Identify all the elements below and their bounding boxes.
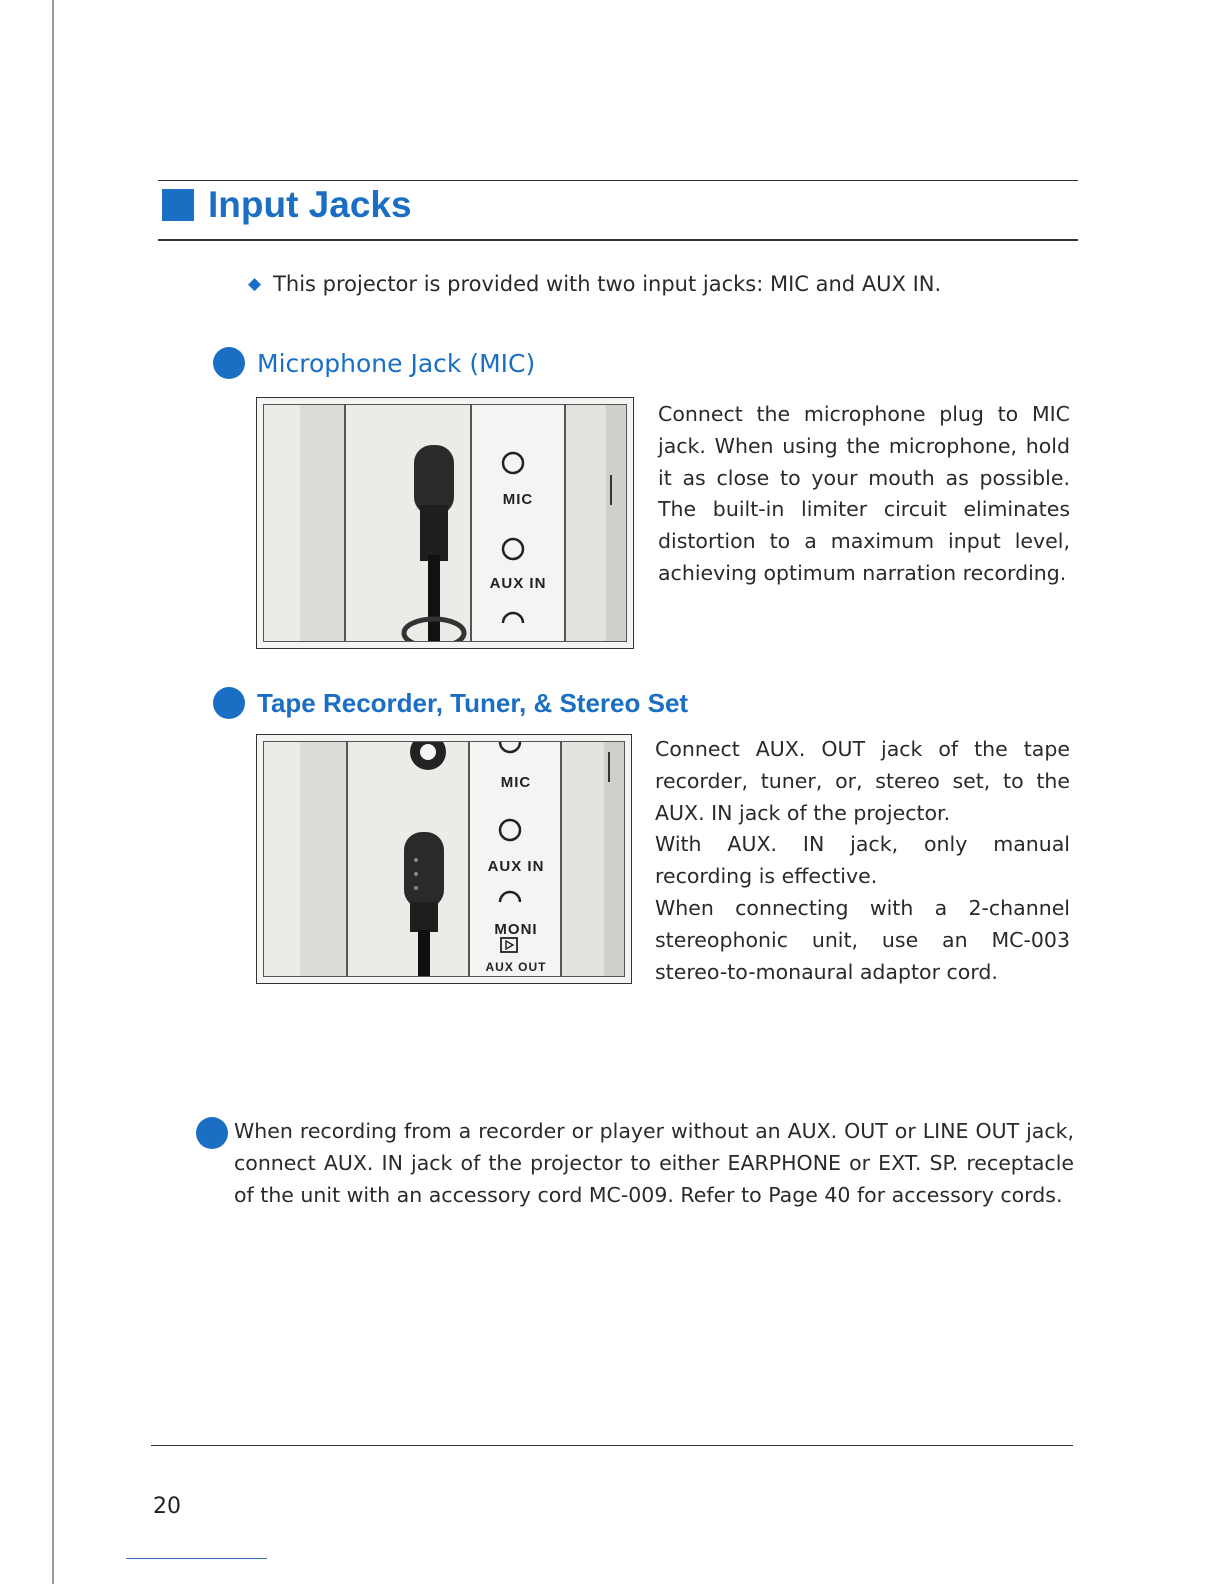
page-number: 20 [153,1494,181,1519]
microphone-jack-photo [256,397,634,649]
paragraph: With AUX. IN jack, only manual recording is effective. [655,832,1070,889]
aux-in-jack-label: AUX IN [489,575,547,592]
aux-input-photo [256,734,632,984]
aux-plug-illustration [264,742,624,976]
paragraph: When connecting with a 2-channel stereophonic unit, use an MC-003 stereo-to-monaural adaptor cord. [655,895,1070,984]
page-binding-edge [52,0,54,1584]
intro-text: This projector is provided with two input jacks: MIC and AUX IN. [273,272,942,296]
bottom-edge-mark [126,1558,267,1559]
microphone-plug-illustration [264,405,626,641]
title-top-rule [158,180,1078,181]
aux-out-jack-label: AUX OUT [485,960,547,974]
subheading-text: Microphone Jack (MIC) [257,348,536,378]
note-bullet-dot-icon [196,1117,228,1149]
section-title [162,184,412,226]
mic-jack-label: MIC [502,491,534,508]
intro-line [248,272,941,296]
aux-in-jack-label: AUX IN [487,858,545,875]
microphone-jack-description: Connect the microphone plug to MIC jack. When using the microphone, hold it as close to your mouth as possible. The built-in limiter circuit eliminates distortion to a maximum input level, achieving optimum narration recording. [658,402,1070,585]
tape-recorder-description [655,734,1070,988]
microphone-jack-heading [213,347,535,379]
subheading-text: Tape Recorder, Tuner, & Stereo Set [257,687,689,718]
mic-jack-label: MIC [500,774,532,791]
bullet-dot-icon [213,347,245,379]
title-square-icon [162,189,194,221]
diamond-bullet-icon: ◆ [248,274,262,294]
title-bottom-rule [158,239,1078,241]
accessory-cord-note: When recording from a recorder or player without an AUX. OUT or LINE OUT jack, connect AUX. IN jack of the projector to either EARPHONE or EXT. SP. receptacle of the unit with an accessory cord MC-009. Refer to Page 40 for accessory cords. [234,1119,1074,1207]
tape-recorder-heading [213,687,688,719]
bullet-dot-icon [213,687,245,719]
moni-jack-label: MONI [494,921,538,938]
page-title: Input Jacks [208,184,412,225]
photo-frame [263,404,627,642]
photo-frame [263,741,625,977]
paragraph: Connect AUX. OUT jack of the tape recorder, tuner, or, stereo set, to the AUX. IN jack of the projector. [655,737,1070,825]
footer-rule [151,1445,1073,1446]
